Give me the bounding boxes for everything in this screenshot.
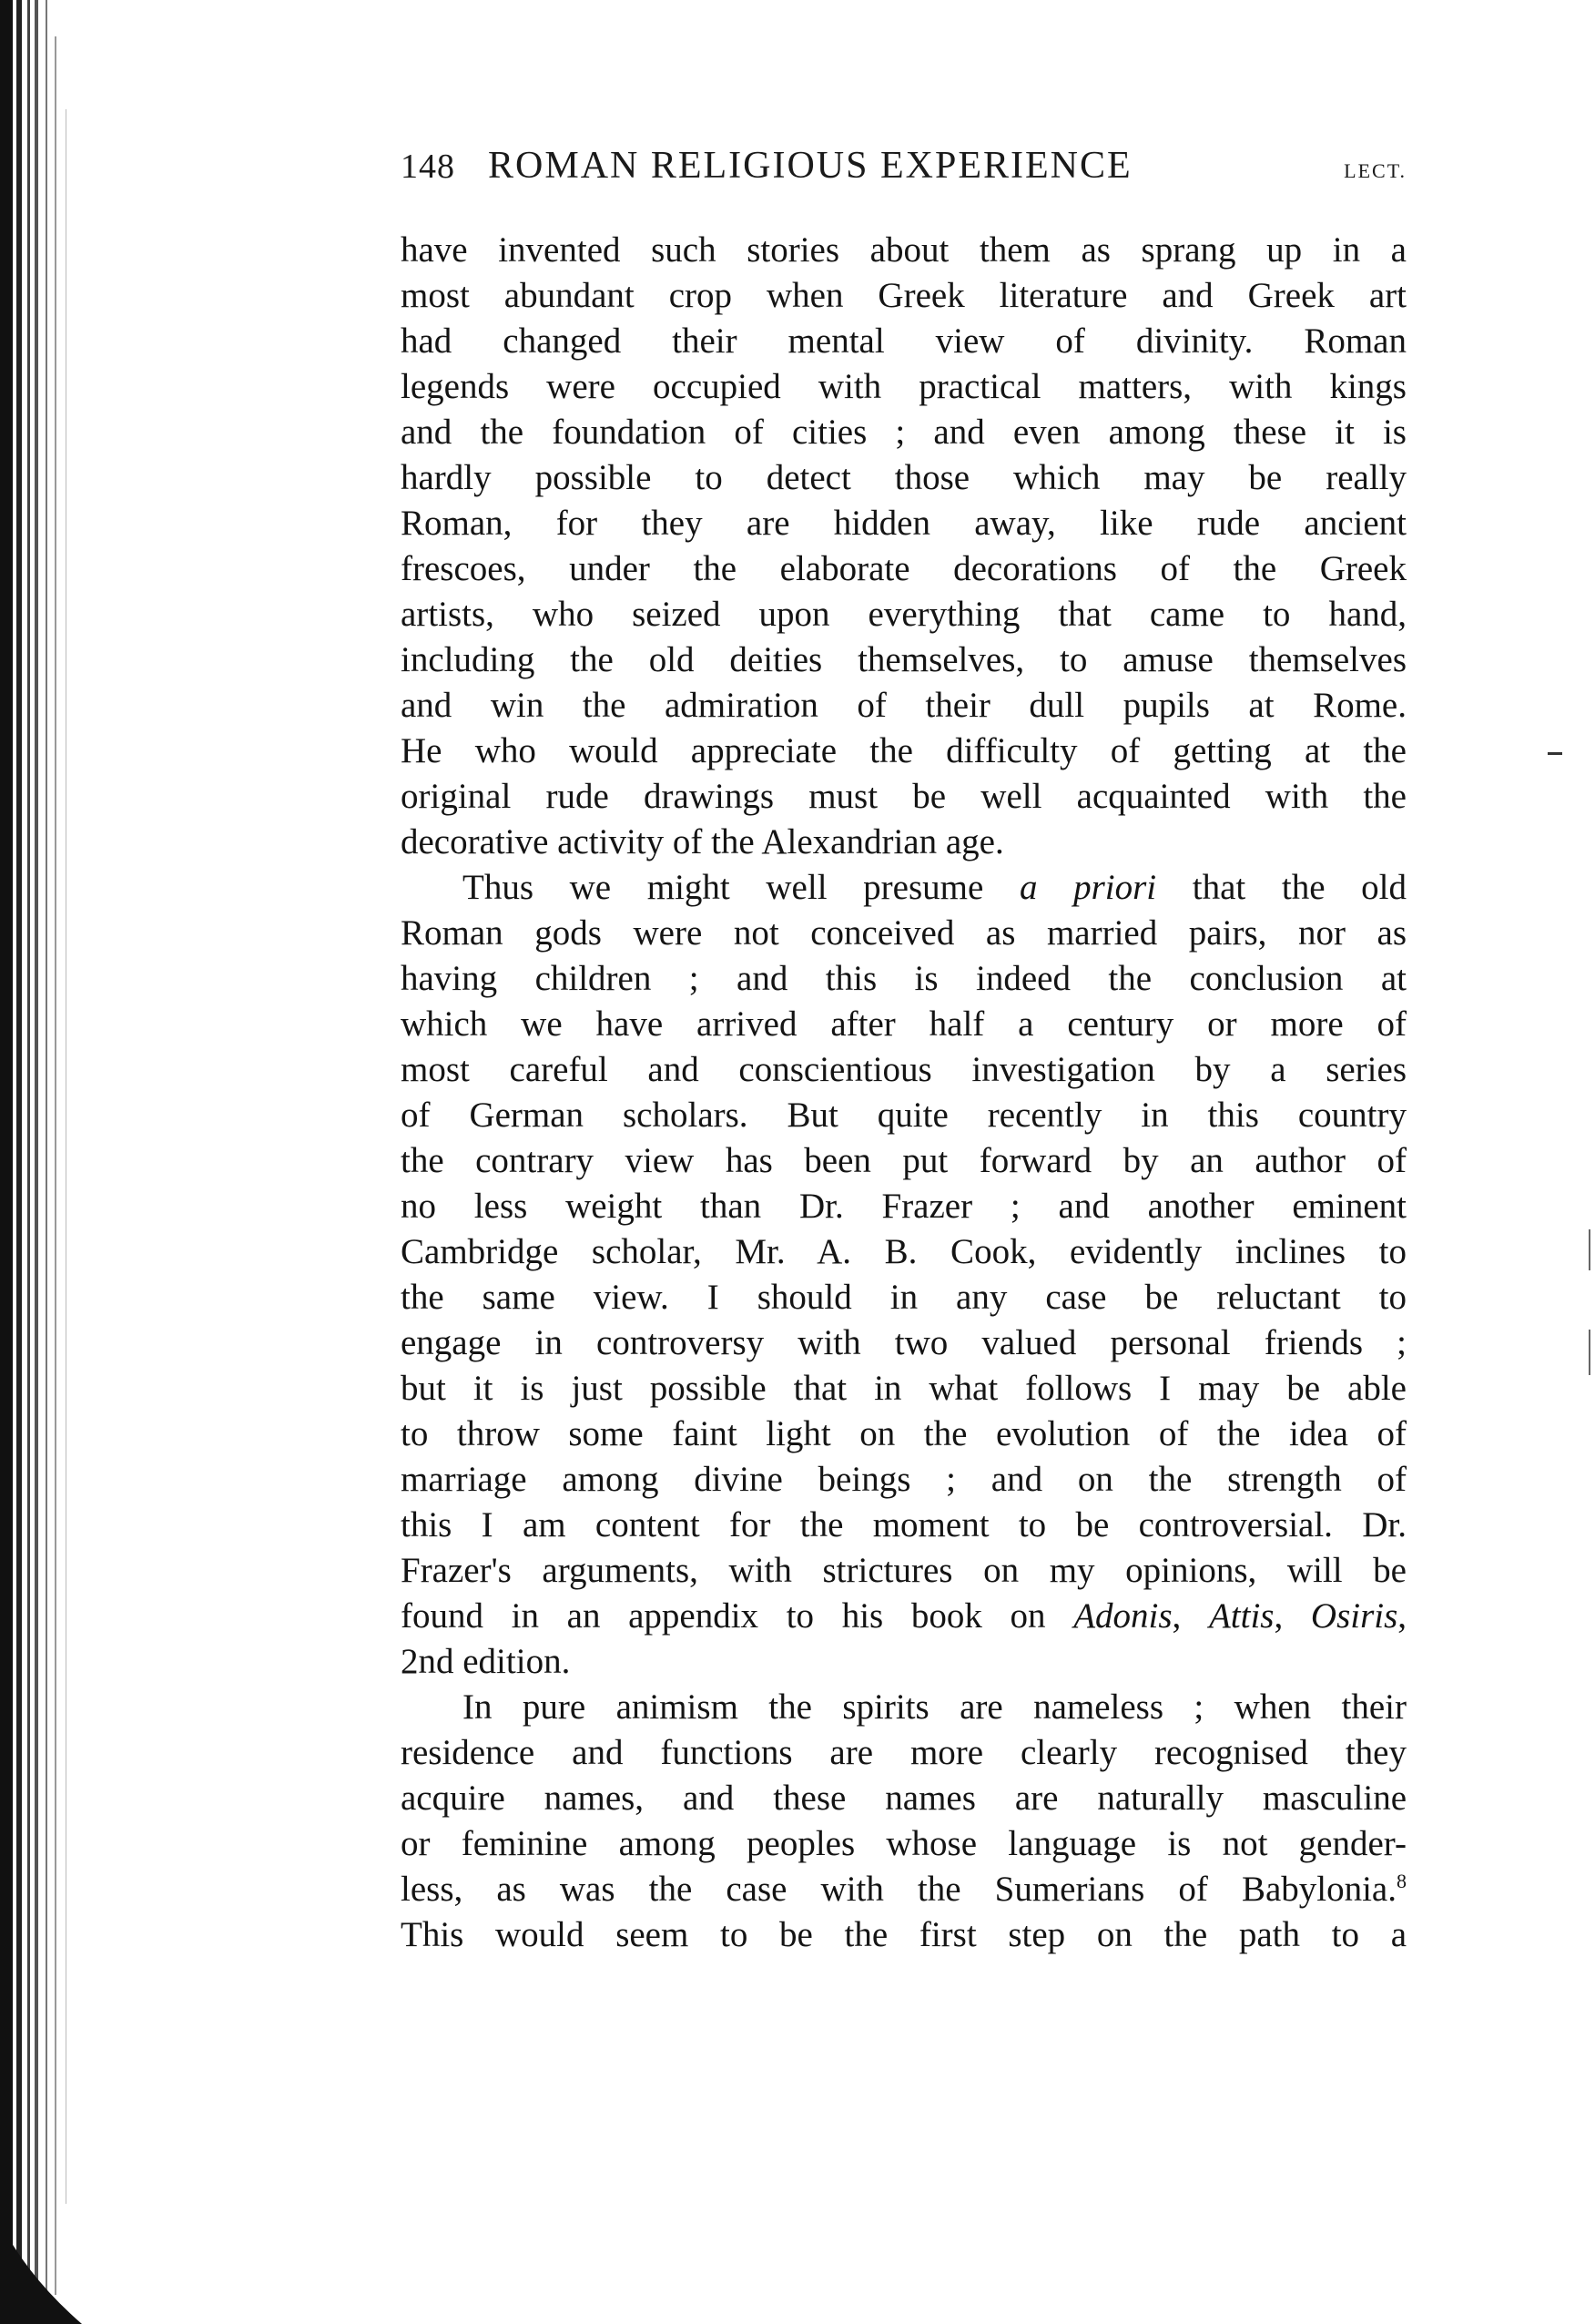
text-run: Thus we might well presume (462, 868, 1020, 907)
running-title: ROMAN RELIGIOUS EXPERIENCE (488, 145, 1133, 187)
text-line: having children ; and this is indeed the conclusion at (401, 959, 1407, 998)
text-run: that the old (1156, 868, 1407, 907)
text-line: artists, who seized upon everything that came to hand, (401, 595, 1407, 634)
running-head (401, 144, 1407, 199)
paragraph-2 (401, 865, 1407, 1685)
text-line: Cambridge scholar, Mr. A. B. Cook, evidently inclines to (401, 1232, 1407, 1271)
text-line (401, 865, 1407, 911)
text-run: less, as was the case with the Sumerians of Babylonia. (401, 1870, 1397, 1909)
text-line: had changed their mental view of divinity. Roman (401, 321, 1407, 361)
work-title: Osiris (1310, 1596, 1398, 1636)
text-line: legends were occupied with practical matters, with kings (401, 367, 1407, 406)
text-line: He who would appreciate the difficulty of getting at the (401, 731, 1407, 770)
text-line: engage in controversy with two valued personal friends ; (401, 1323, 1407, 1362)
text-line: and win the admiration of their dull pupils at Rome. (401, 686, 1407, 725)
scan-mark (1589, 1330, 1590, 1375)
text-line: including the old deities themselves, to amuse themselves (401, 640, 1407, 679)
text-line: residence and functions are more clearly recognised they (401, 1733, 1407, 1772)
text-line: Roman, for they are hidden away, like rude ancient (401, 504, 1407, 543)
text-line: the contrary view has been put forward by an author of (401, 1141, 1407, 1180)
text-line: most abundant crop when Greek literature and Greek art (401, 276, 1407, 315)
paragraph-3 (401, 1685, 1407, 1958)
scan-mark (1548, 752, 1562, 755)
text-run: , (1172, 1596, 1209, 1636)
text-line: This would seem to be the first step on the path to a (401, 1915, 1407, 1954)
page-binding-edge (0, 0, 82, 2324)
text-line: hardly possible to detect those which may be really (401, 458, 1407, 497)
text-line: marriage among divine beings ; and on the strength of (401, 1460, 1407, 1499)
text-line: Roman gods were not conceived as married pairs, nor as (401, 913, 1407, 953)
text-line: but it is just possible that in what follows I may be able (401, 1369, 1407, 1408)
text-line: no less weight than Dr. Frazer ; and another eminent (401, 1187, 1407, 1226)
footnote-reference[interactable]: 8 (1397, 1870, 1407, 1892)
work-title: Adonis (1073, 1596, 1173, 1636)
text-line: most careful and conscientious investigation by a series (401, 1050, 1407, 1089)
text-line: Frazer's arguments, with strictures on my opinions, will be (401, 1551, 1407, 1590)
text-run: , (1397, 1596, 1407, 1636)
text-line: acquire names, and these names are naturally masculine (401, 1779, 1407, 1818)
text-line: this I am content for the moment to be controversial. Dr. (401, 1505, 1407, 1544)
text-line: decorative activity of the Alexandrian age. (401, 822, 1004, 861)
text-run: found in an appendix to his book on (401, 1596, 1074, 1636)
text-line: have invented such stories about them as sprang up in a (401, 230, 1407, 270)
text-line: original rude drawings must be well acquainted with the (401, 777, 1407, 816)
work-title: Attis (1208, 1596, 1275, 1636)
text-line: the same view. I should in any case be reluctant to (401, 1278, 1407, 1317)
text-line: to throw some faint light on the evolution of the idea of (401, 1414, 1407, 1453)
text-line: which we have arrived after half a century or more of (401, 1004, 1407, 1044)
section-label: LECT. (1344, 159, 1407, 182)
citation-line (401, 1594, 1407, 1639)
paragraph-1 (401, 228, 1407, 865)
page-number: 148 (401, 148, 455, 186)
scan-mark (1589, 1229, 1590, 1270)
text-line: frescoes, under the elaborate decorations of the Greek (401, 549, 1407, 588)
text-line: and the foundation of cities ; and even among these it is (401, 413, 1407, 452)
text-line: or feminine among peoples whose language is not gender- (401, 1824, 1407, 1863)
text-line: In pure animism the spirits are nameless ; when their (462, 1687, 1407, 1727)
text-line (401, 1867, 1407, 1912)
text-run: , (1274, 1596, 1311, 1636)
latin-phrase: a priori (1019, 868, 1157, 907)
body-text (401, 228, 1407, 1958)
text-line: 2nd edition. (401, 1642, 571, 1681)
text-line: of German scholars. But quite recently in this country (401, 1096, 1407, 1135)
